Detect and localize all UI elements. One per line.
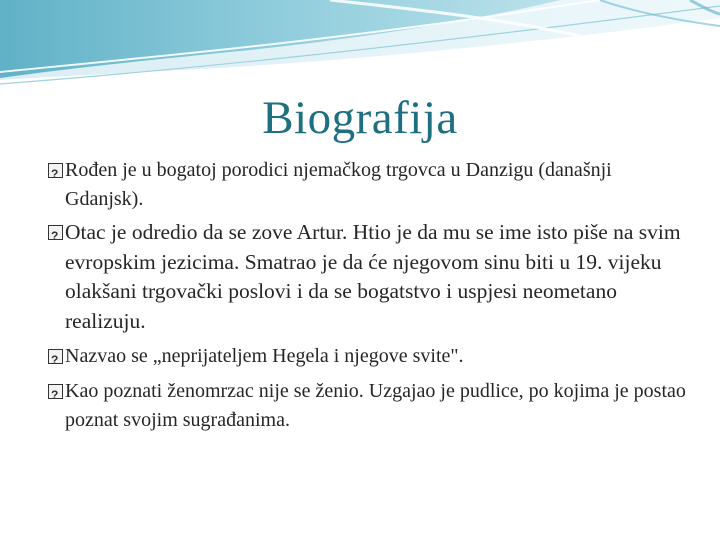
bullet-item (48, 218, 688, 336)
missing-glyph-icon (48, 163, 63, 178)
missing-glyph-icon (48, 225, 63, 240)
bullet-text: Kao poznati ženomrzac nije se ženio. Uzgajao je pudlice, po kojima je postao poznat svojim sugrađanima. (65, 380, 686, 431)
bullet-item (48, 156, 688, 214)
missing-glyph-icon (48, 384, 63, 399)
bullet-item (48, 342, 688, 371)
slide-title-text: Biografija (262, 92, 458, 144)
slide-title (0, 88, 720, 148)
missing-glyph-icon (48, 349, 63, 364)
bullet-item (48, 377, 688, 435)
bullet-text: Rođen je u bogatoj porodici njemačkog trgovca u Danzigu (današnji Gdanjsk). (65, 159, 612, 210)
bullet-text: Otac je odredio da se zove Artur. Htio je da mu se ime isto piše na svim evropskim jezicima. Smatrao je da će njegovom sinu biti u 19. vijeku olakšani trgovački poslovi i da se bogatstvo i uspjesi neometano realizuju. (65, 220, 681, 333)
bullet-list (48, 156, 688, 437)
bullet-text: Nazvao se „neprijateljem Hegela i njegove svite". (65, 345, 464, 367)
